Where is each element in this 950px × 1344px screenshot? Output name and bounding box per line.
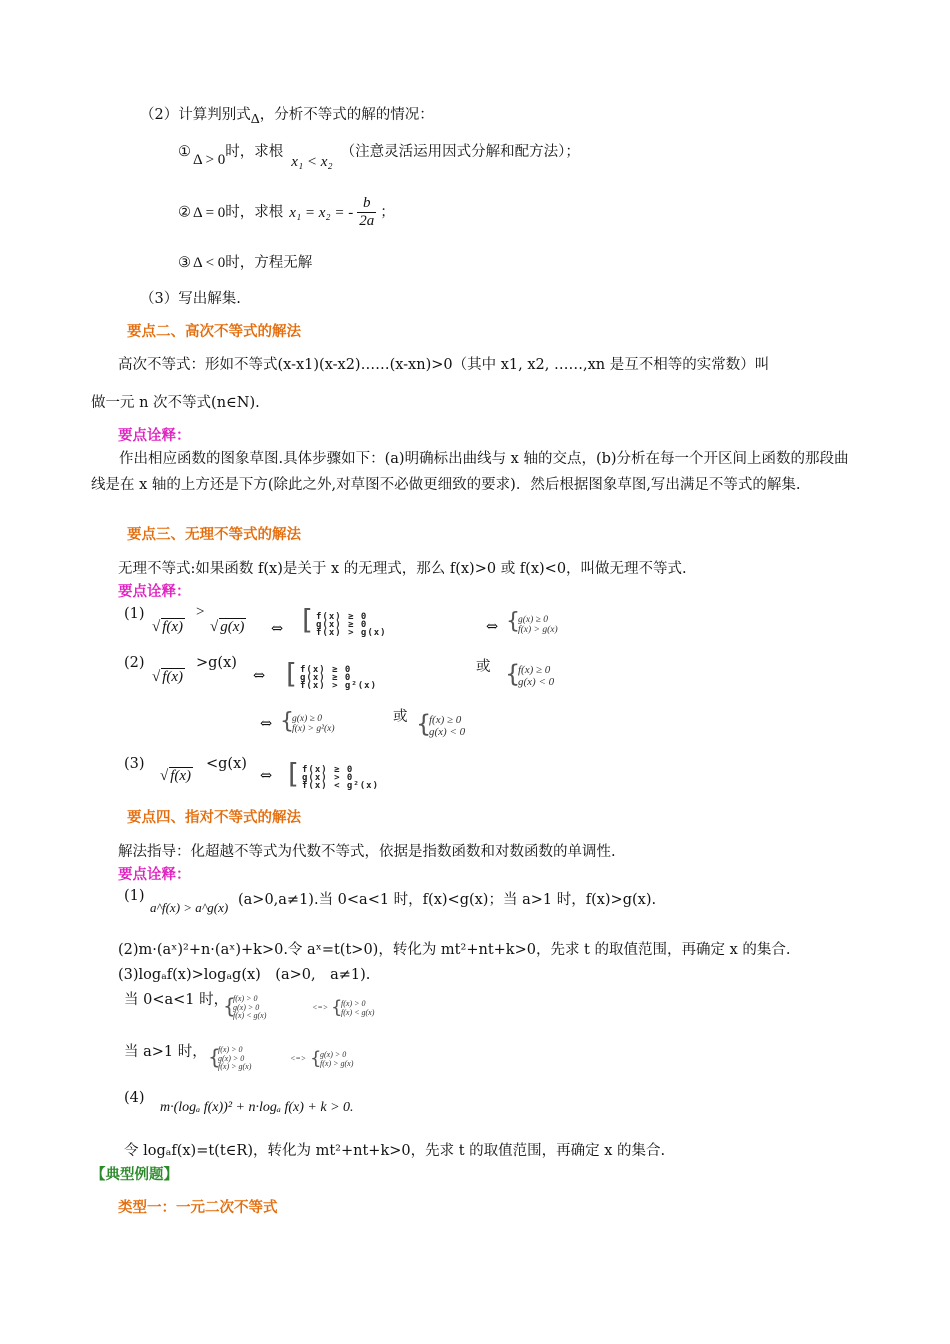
sqrt-symbol: √ f(x): [160, 768, 192, 784]
brace-icon: {: [506, 609, 520, 634]
exp-item1-expr: a^f(x) > a^g(x): [150, 900, 229, 915]
exp-item1-text: (a>0,a≠1).当 0<a<1 时，f(x)<g(x)；当 a>1 时，f(x)>g(x).: [238, 892, 657, 908]
log-item4-text: 令 logₐf(x)=t(t∈R)，转化为 mt²+nt+k>0，先求 t 的取值范围，再确定 x 的集合.: [124, 1143, 666, 1159]
sec4-body: 解法指导：化超越不等式为代数不等式，依据是指数函数和对数函数的单调性.: [118, 844, 616, 860]
case3-mark: ③: [178, 255, 191, 271]
irr-item2-sys3: g(x) ≥ 0 f(x) > g²(x): [292, 714, 335, 734]
irr-item3-sys1: f(x) ≥ 0 g(x) > 0 f(x) < g²(x): [302, 765, 380, 791]
case2-condition: Δ = 0: [193, 204, 226, 221]
case-a-sys1: f(x) > 0 g(x) > 0 f(x) < g(x): [233, 994, 267, 1020]
case2-text: 时，求根: [225, 204, 284, 221]
log-item4-line: [160, 1100, 354, 1116]
case1-text: 时，求根: [225, 144, 284, 160]
case1-condition: Δ > 0: [193, 152, 226, 168]
sec2-title: 要点二、高次不等式的解法: [127, 324, 301, 340]
sec3-body: 无理不等式:如果函数 f(x)是关于 x 的无理式，那么 f(x)>0 或 f(x)<0，叫做无理不等式.: [118, 561, 687, 577]
step2-line: [140, 103, 434, 128]
case1-mark: ①: [178, 144, 191, 160]
irr-item2-or2: 或: [393, 709, 408, 725]
brace-icon: {: [331, 997, 343, 1018]
log-item4-num: (4): [124, 1090, 145, 1106]
case-a-sys2: f(x) > 0 f(x) < g(x): [341, 999, 375, 1017]
brace-icon: [: [302, 603, 313, 636]
sec2-note-body: 作出相应函数的图象草图.具体步骤如下：(a)明确标出曲线与 x 轴的交点，(b)分析在每一个开区间上函数的那段曲线是在 x 轴的上方还是下方(除此之外,对草图不必做更细致的要求)．然后根据图象草图,写出满足不等式的解集.: [91, 451, 849, 493]
irr-item2-sys2: f(x) ≥ 0 g(x) < 0: [518, 664, 555, 688]
exp-item3: (3)logₐf(x)>logₐg(x) (a>0, a≠1).: [118, 967, 371, 983]
irr-item1-iff2: ⇔: [486, 619, 499, 635]
irr-item1-iff: ⇔: [271, 621, 284, 637]
case3-text: 时，方程无解: [225, 255, 313, 271]
brace-icon: {: [416, 710, 432, 738]
brace-icon: [: [286, 657, 297, 690]
case-b-iff: <=>: [290, 1054, 307, 1063]
step2-tail: ，分析不等式的解的情况：: [259, 107, 434, 123]
irr-item1-sys2: g(x) ≥ 0 f(x) > g(x): [518, 615, 558, 635]
log-item4-end: .: [350, 1100, 354, 1115]
brace-icon: {: [505, 660, 521, 688]
case2-end: ；: [380, 204, 395, 221]
step2-label: （2）计算判别式: [140, 107, 251, 123]
delta-symbol: Δ: [250, 112, 260, 127]
irr-item1-op: >: [196, 604, 205, 620]
irr-item3-rhs: <g(x): [206, 756, 247, 772]
case-b-sys2: g(x) > 0 f(x) > g(x): [320, 1050, 354, 1068]
brace-icon: {: [208, 1045, 221, 1069]
sqrt-symbol: √ g(x): [210, 619, 245, 635]
irr-item2-rhs: >g(x): [196, 655, 237, 671]
examples-title: 【典型例题】: [91, 1167, 178, 1183]
irr-item2-sys1: f(x) ≥ 0 g(x) ≥ 0 f(x) > g²(x): [300, 665, 378, 691]
brace-icon: {: [280, 709, 294, 734]
case1-line: [178, 140, 580, 171]
irr-item2-lhs: [152, 668, 185, 686]
irr-item1-sys1: f(x) ≥ 0 g(x) ≥ 0 f(x) > g(x): [316, 612, 387, 638]
brace-icon: {: [310, 1048, 322, 1069]
case1-roots: x₁ < x₂: [291, 154, 333, 170]
irr-item1-num: (1): [124, 606, 145, 622]
irr-item2-iff: ⇔: [253, 668, 266, 684]
sec2-body-line1: 高次不等式：形如不等式(x-x1)(x-x2)……(x-xn)>0（其中 x1, x2, ……,xn 是互不相等的实常数）叫: [118, 357, 770, 373]
irr-item3-iff: ⇔: [260, 768, 273, 784]
case1-note: （注意灵活运用因式分解和配方法）；: [340, 144, 580, 160]
exp-item2: (2)m·(aˣ)²+n·(aˣ)+k>0.令 aˣ=t(t>0)，转化为 mt²+nt+k>0，先求 t 的取值范围，再确定 x 的集合.: [118, 942, 791, 958]
irr-item2-sys4: f(x) ≥ 0 g(x) < 0: [429, 714, 466, 738]
sqrt-symbol: √ f(x): [152, 669, 184, 685]
irr-item3-num: (3): [124, 756, 145, 772]
case2-roots: x₁ = x₂ = -: [289, 204, 354, 221]
case2-mark: ②: [178, 204, 191, 221]
case3-line: [178, 251, 312, 272]
sqrt-symbol: √ f(x): [152, 619, 184, 635]
log-item4-expr: m·(logₐ f(x))² + n·logₐ f(x) + k > 0: [160, 1100, 351, 1115]
case-b-sys1: f(x) > 0 g(x) > 0 f(x) > g(x): [218, 1045, 252, 1071]
case3-condition: Δ < 0: [193, 255, 226, 271]
brace-icon: {: [223, 994, 236, 1018]
type1-title: 类型一：一元二次不等式: [118, 1200, 278, 1216]
case2-denominator: 2a: [359, 213, 375, 229]
case-a-iff: <=>: [312, 1003, 329, 1012]
irr-item2-iff2: ⇔: [260, 716, 273, 732]
case2-numerator: b: [357, 195, 376, 213]
irr-item3-lhs: [160, 767, 193, 785]
case-a-label: 当 0<a<1 时，: [124, 992, 229, 1008]
irr-item2-num: (2): [124, 655, 145, 671]
exp-item1-num: (1): [124, 888, 145, 904]
sec4-note-title: 要点诠释：: [118, 867, 191, 883]
sec2-note-title: 要点诠释：: [118, 428, 191, 444]
case-b-label: 当 a>1 时，: [124, 1044, 207, 1060]
case2-line: [178, 195, 395, 230]
sec4-title: 要点四、指对不等式的解法: [127, 810, 301, 826]
irr-item2-or: 或: [476, 659, 491, 675]
sec3-title: 要点三、无理不等式的解法: [127, 527, 301, 543]
sec3-note-title: 要点诠释：: [118, 584, 191, 600]
sec2-body-line2: 做一元 n 次不等式(n∈N).: [91, 395, 260, 411]
case2-fraction: [357, 195, 376, 230]
brace-icon: [: [288, 757, 299, 790]
irr-item1-lhs: [152, 618, 185, 636]
step3-line: （3）写出解集.: [140, 291, 241, 307]
irr-item1-rhs: [210, 618, 246, 636]
